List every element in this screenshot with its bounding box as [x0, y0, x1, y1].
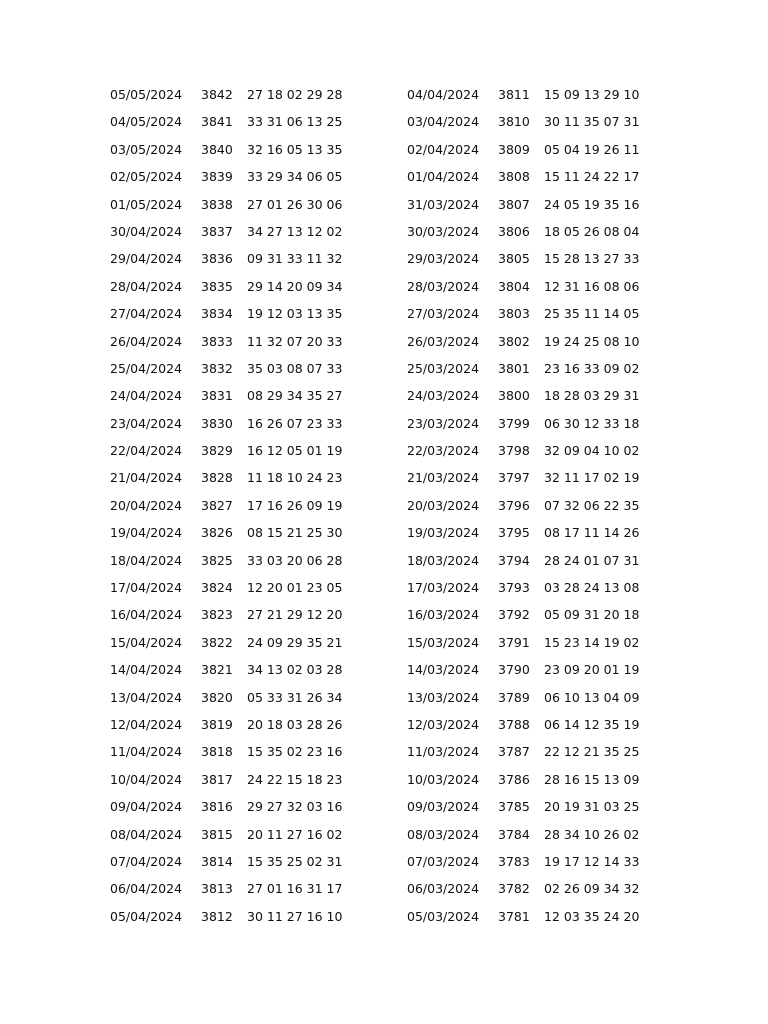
draw-date: 29/04/2024 — [110, 251, 183, 267]
draw-number: 3808 — [498, 169, 530, 185]
winning-numbers: 05 09 31 20 18 — [544, 607, 640, 623]
winning-numbers: 34 27 13 12 02 — [247, 223, 343, 239]
winning-numbers: 32 16 05 13 35 — [247, 141, 343, 157]
draw-number: 3824 — [201, 580, 233, 596]
winning-numbers: 32 11 17 02 19 — [544, 470, 640, 486]
draw-number: 3825 — [201, 552, 233, 568]
winning-numbers: 11 18 10 24 23 — [247, 470, 343, 486]
draw-number: 3821 — [201, 662, 233, 678]
draw-number: 3827 — [201, 497, 233, 513]
draw-date: 29/03/2024 — [407, 251, 480, 267]
draw-date: 10/03/2024 — [407, 771, 480, 787]
draw-number: 3820 — [201, 689, 233, 705]
winning-numbers: 08 17 11 14 26 — [544, 525, 640, 541]
draw-date: 04/05/2024 — [110, 114, 183, 130]
winning-numbers: 27 21 29 12 20 — [247, 607, 343, 623]
draw-number: 3828 — [201, 470, 233, 486]
draw-date: 23/03/2024 — [407, 415, 480, 431]
winning-numbers: 15 23 14 19 02 — [544, 634, 640, 650]
draw-date: 08/03/2024 — [407, 826, 480, 842]
draw-date: 19/04/2024 — [110, 525, 183, 541]
draw-number: 3783 — [498, 853, 530, 869]
draw-number: 3816 — [201, 799, 233, 815]
draw-number: 3832 — [201, 360, 233, 376]
draw-date: 13/03/2024 — [407, 689, 480, 705]
winning-numbers: 06 30 12 33 18 — [544, 415, 640, 431]
draw-number: 3787 — [498, 744, 530, 760]
winning-numbers: 24 05 19 35 16 — [544, 196, 640, 212]
draw-date: 07/03/2024 — [407, 853, 480, 869]
winning-numbers: 06 10 13 04 09 — [544, 689, 640, 705]
winning-numbers: 30 11 35 07 31 — [544, 114, 640, 130]
draw-number: 3803 — [498, 306, 530, 322]
draw-number: 3833 — [201, 333, 233, 349]
winning-numbers: 02 26 09 34 32 — [544, 881, 640, 897]
draw-number: 3804 — [498, 278, 530, 294]
draw-number: 3815 — [201, 826, 233, 842]
draw-number: 3811 — [498, 87, 530, 102]
winning-numbers: 15 35 25 02 31 — [247, 853, 343, 869]
draw-number: 3823 — [201, 607, 233, 623]
winning-numbers: 12 31 16 08 06 — [544, 278, 640, 294]
draw-number: 3841 — [201, 114, 233, 130]
draw-number: 3799 — [498, 415, 530, 431]
draw-date: 20/03/2024 — [407, 497, 480, 513]
draw-date: 18/03/2024 — [407, 552, 480, 568]
draw-date: 24/03/2024 — [407, 388, 480, 404]
draw-date: 27/04/2024 — [110, 306, 183, 322]
draw-number: 3831 — [201, 388, 233, 404]
draw-date: 17/04/2024 — [110, 580, 183, 596]
draw-number: 3842 — [201, 87, 233, 102]
draw-date: 07/04/2024 — [110, 853, 183, 869]
draw-date: 05/04/2024 — [110, 908, 183, 924]
draw-number: 3817 — [201, 771, 233, 787]
draw-number: 3826 — [201, 525, 233, 541]
winning-numbers: 15 11 24 22 17 — [544, 169, 640, 185]
winning-numbers: 18 05 26 08 04 — [544, 223, 640, 239]
draw-date: 17/03/2024 — [407, 580, 480, 596]
draw-date: 14/04/2024 — [110, 662, 183, 678]
draw-date: 16/03/2024 — [407, 607, 480, 623]
draw-date: 11/04/2024 — [110, 744, 183, 760]
winning-numbers: 16 26 07 23 33 — [247, 415, 343, 431]
winning-numbers: 28 16 15 13 09 — [544, 771, 640, 787]
draw-number: 3782 — [498, 881, 530, 897]
winning-numbers: 07 32 06 22 35 — [544, 497, 640, 513]
winning-numbers: 15 28 13 27 33 — [544, 251, 640, 267]
draw-date: 12/03/2024 — [407, 716, 480, 732]
winning-numbers: 27 01 16 31 17 — [247, 881, 343, 897]
draw-date: 21/03/2024 — [407, 470, 480, 486]
winning-numbers: 32 09 04 10 02 — [544, 443, 640, 459]
draw-date: 15/03/2024 — [407, 634, 480, 650]
winning-numbers: 22 12 21 35 25 — [544, 744, 640, 760]
draw-date: 30/04/2024 — [110, 223, 183, 239]
draw-number: 3830 — [201, 415, 233, 431]
winning-numbers: 29 27 32 03 16 — [247, 799, 343, 815]
winning-numbers: 18 28 03 29 31 — [544, 388, 640, 404]
draw-number: 3789 — [498, 689, 530, 705]
draw-date: 13/04/2024 — [110, 689, 183, 705]
winning-numbers: 27 01 26 30 06 — [247, 196, 343, 212]
draw-number: 3797 — [498, 470, 530, 486]
draw-date: 06/03/2024 — [407, 881, 480, 897]
winning-numbers: 19 24 25 08 10 — [544, 333, 640, 349]
draw-date: 28/03/2024 — [407, 278, 480, 294]
draw-number: 3785 — [498, 799, 530, 815]
draw-date: 18/04/2024 — [110, 552, 183, 568]
draw-number: 3829 — [201, 443, 233, 459]
draw-number: 3840 — [201, 141, 233, 157]
draw-date: 14/03/2024 — [407, 662, 480, 678]
draw-number: 3805 — [498, 251, 530, 267]
draw-date: 22/04/2024 — [110, 443, 183, 459]
draw-number: 3793 — [498, 580, 530, 596]
draw-date: 30/03/2024 — [407, 223, 480, 239]
draw-number: 3834 — [201, 306, 233, 322]
draw-number: 3801 — [498, 360, 530, 376]
winning-numbers: 25 35 11 14 05 — [544, 306, 640, 322]
draw-date: 27/03/2024 — [407, 306, 480, 322]
winning-numbers: 05 04 19 26 11 — [544, 141, 640, 157]
winning-numbers: 34 13 02 03 28 — [247, 662, 343, 678]
draw-date: 26/03/2024 — [407, 333, 480, 349]
draw-date: 02/04/2024 — [407, 141, 480, 157]
winning-numbers: 30 11 27 16 10 — [247, 908, 343, 924]
winning-numbers: 23 09 20 01 19 — [544, 662, 640, 678]
draw-date: 01/05/2024 — [110, 196, 183, 212]
draw-date: 20/04/2024 — [110, 497, 183, 513]
winning-numbers: 15 35 02 23 16 — [247, 744, 343, 760]
draw-date: 09/04/2024 — [110, 799, 183, 815]
winning-numbers: 11 32 07 20 33 — [247, 333, 343, 349]
draw-number: 3781 — [498, 908, 530, 924]
winning-numbers: 28 24 01 07 31 — [544, 552, 640, 568]
draw-number: 3819 — [201, 716, 233, 732]
draw-number: 3810 — [498, 114, 530, 130]
draw-date: 31/03/2024 — [407, 196, 480, 212]
winning-numbers: 06 14 12 35 19 — [544, 716, 640, 732]
winning-numbers: 17 16 26 09 19 — [247, 497, 343, 513]
winning-numbers: 20 19 31 03 25 — [544, 799, 640, 815]
winning-numbers: 35 03 08 07 33 — [247, 360, 343, 376]
draw-number: 3795 — [498, 525, 530, 541]
draw-date: 26/04/2024 — [110, 333, 183, 349]
draw-date: 10/04/2024 — [110, 771, 183, 787]
draw-number: 3822 — [201, 634, 233, 650]
draw-number: 3809 — [498, 141, 530, 157]
draw-number: 3790 — [498, 662, 530, 678]
draw-date: 25/03/2024 — [407, 360, 480, 376]
draw-number: 3818 — [201, 744, 233, 760]
draw-number: 3813 — [201, 881, 233, 897]
draw-number: 3796 — [498, 497, 530, 513]
winning-numbers: 33 31 06 13 25 — [247, 114, 343, 130]
winning-numbers: 05 33 31 26 34 — [247, 689, 343, 705]
winning-numbers: 15 09 13 29 10 — [544, 87, 640, 102]
draw-date: 25/04/2024 — [110, 360, 183, 376]
draw-date: 09/03/2024 — [407, 799, 480, 815]
winning-numbers: 24 22 15 18 23 — [247, 771, 343, 787]
draw-number: 3802 — [498, 333, 530, 349]
draw-date: 28/04/2024 — [110, 278, 183, 294]
draw-date: 05/05/2024 — [110, 87, 183, 102]
draw-number: 3812 — [201, 908, 233, 924]
draw-number: 3792 — [498, 607, 530, 623]
winning-numbers: 28 34 10 26 02 — [544, 826, 640, 842]
draw-number: 3784 — [498, 826, 530, 842]
draw-date: 01/04/2024 — [407, 169, 480, 185]
draw-number: 3814 — [201, 853, 233, 869]
winning-numbers: 27 18 02 29 28 — [247, 87, 343, 102]
winning-numbers: 19 17 12 14 33 — [544, 853, 640, 869]
draw-number: 3791 — [498, 634, 530, 650]
winning-numbers: 08 29 34 35 27 — [247, 388, 343, 404]
winning-numbers: 29 14 20 09 34 — [247, 278, 343, 294]
draw-number: 3788 — [498, 716, 530, 732]
draw-number: 3836 — [201, 251, 233, 267]
draw-date: 22/03/2024 — [407, 443, 480, 459]
draw-date: 12/04/2024 — [110, 716, 183, 732]
draw-date: 04/04/2024 — [407, 87, 480, 102]
winning-numbers: 19 12 03 13 35 — [247, 306, 343, 322]
draw-number: 3835 — [201, 278, 233, 294]
winning-numbers: 09 31 33 11 32 — [247, 251, 343, 267]
winning-numbers: 33 29 34 06 05 — [247, 169, 343, 185]
draw-date: 19/03/2024 — [407, 525, 480, 541]
draw-date: 02/05/2024 — [110, 169, 183, 185]
draw-date: 16/04/2024 — [110, 607, 183, 623]
winning-numbers: 23 16 33 09 02 — [544, 360, 640, 376]
draw-number: 3839 — [201, 169, 233, 185]
draw-date: 11/03/2024 — [407, 744, 480, 760]
draw-date: 05/03/2024 — [407, 908, 480, 924]
draw-number: 3807 — [498, 196, 530, 212]
winning-numbers: 20 11 27 16 02 — [247, 826, 343, 842]
winning-numbers: 12 20 01 23 05 — [247, 580, 343, 596]
draw-number: 3800 — [498, 388, 530, 404]
winning-numbers: 16 12 05 01 19 — [247, 443, 343, 459]
draw-number: 3806 — [498, 223, 530, 239]
draw-date: 24/04/2024 — [110, 388, 183, 404]
winning-numbers: 33 03 20 06 28 — [247, 552, 343, 568]
draw-date: 23/04/2024 — [110, 415, 183, 431]
draw-date: 21/04/2024 — [110, 470, 183, 486]
draw-date: 03/04/2024 — [407, 114, 480, 130]
winning-numbers: 03 28 24 13 08 — [544, 580, 640, 596]
draw-number: 3798 — [498, 443, 530, 459]
winning-numbers: 20 18 03 28 26 — [247, 716, 343, 732]
draw-number: 3837 — [201, 223, 233, 239]
winning-numbers: 08 15 21 25 30 — [247, 525, 343, 541]
draw-number: 3794 — [498, 552, 530, 568]
draw-date: 03/05/2024 — [110, 141, 183, 157]
winning-numbers: 24 09 29 35 21 — [247, 634, 343, 650]
winning-numbers: 12 03 35 24 20 — [544, 908, 640, 924]
draw-number: 3838 — [201, 196, 233, 212]
draw-date: 08/04/2024 — [110, 826, 183, 842]
draw-date: 06/04/2024 — [110, 881, 183, 897]
draw-number: 3786 — [498, 771, 530, 787]
draw-date: 15/04/2024 — [110, 634, 183, 650]
